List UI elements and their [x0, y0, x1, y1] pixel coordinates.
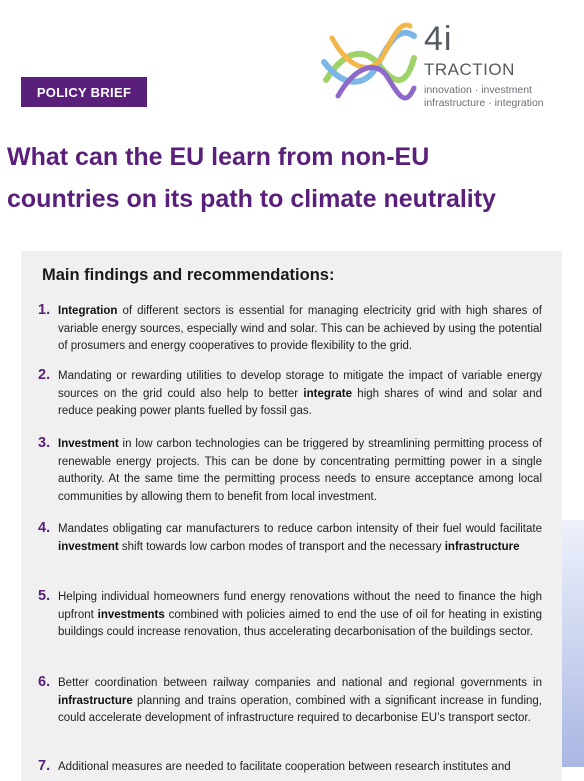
finding-number: 6.	[38, 674, 51, 690]
page-title	[7, 136, 584, 220]
title-line-2: countries on its path to climate neutrality	[7, 185, 496, 213]
finding-number: 2.	[38, 367, 51, 383]
finding-text: Helping individual homeowners fund energy renovations without the need to finance the high upfront investments combined with policies aimed to end the use of oil for heating in existing buildings could increase renovation, thus accelerating decarbonisation of the buildings sector.	[58, 591, 543, 638]
logo-4i-text: 4i	[424, 20, 453, 58]
finding-number: 7.	[38, 758, 51, 774]
findings-panel	[21, 251, 562, 781]
finding-text: Integration of different sectors is essential for managing electricity grid with high shares of variable energy sources, especially wind and solar. This can be achieved by using the potential of prosumers and energy cooperatives to provide flexibility to the grid.	[58, 305, 542, 352]
finding-text: Additional measures are needed to facilitate cooperation between research institutes and	[58, 761, 511, 773]
findings-heading: Main findings and recommendations:	[42, 266, 335, 284]
finding-number: 4.	[38, 520, 51, 536]
finding-number: 5.	[38, 588, 51, 604]
policy-brief-badge: POLICY BRIEF	[21, 77, 147, 107]
finding-text: Mandates obligating car manufacturers to reduce carbon intensity of their fuel would facilitate investment shift towards low carbon modes of transport and the necessary infrastructure	[58, 523, 542, 553]
logo-tagline-1: innovation · investment	[424, 84, 532, 96]
logo-ribbon-icon	[318, 18, 418, 108]
finding-number: 1.	[38, 302, 51, 318]
4i-traction-logo	[318, 18, 568, 113]
logo-traction-text: TRACTION	[424, 60, 515, 79]
logo-tagline-2: infrastructure · integration	[424, 97, 544, 109]
finding-text: Better coordination between railway companies and national and regional governments in infrastructure planning and trains operation, combined with a significant increase in funding, could accelerate development of infrastructure required to decarbonise EU’s transport sector.	[58, 677, 542, 724]
finding-number: 3.	[38, 435, 51, 451]
title-line-1: What can the EU learn from non-EU	[7, 143, 430, 171]
finding-text: Investment in low carbon technologies can be triggered by streamlining permitting process of renewable energy projects. This can be done by concentrating permitting power in a single authority. At the same time the permitting process needs to ensure acceptance among local communities by allowing them to benefit from local investment.	[58, 438, 542, 503]
finding-text: Mandating or rewarding utilities to develop storage to mitigate the impact of variable energy sources on the grid could also help to better integrate high shares of wind and solar and reduce peaking power plants fuelled by fossil gas.	[58, 370, 542, 417]
